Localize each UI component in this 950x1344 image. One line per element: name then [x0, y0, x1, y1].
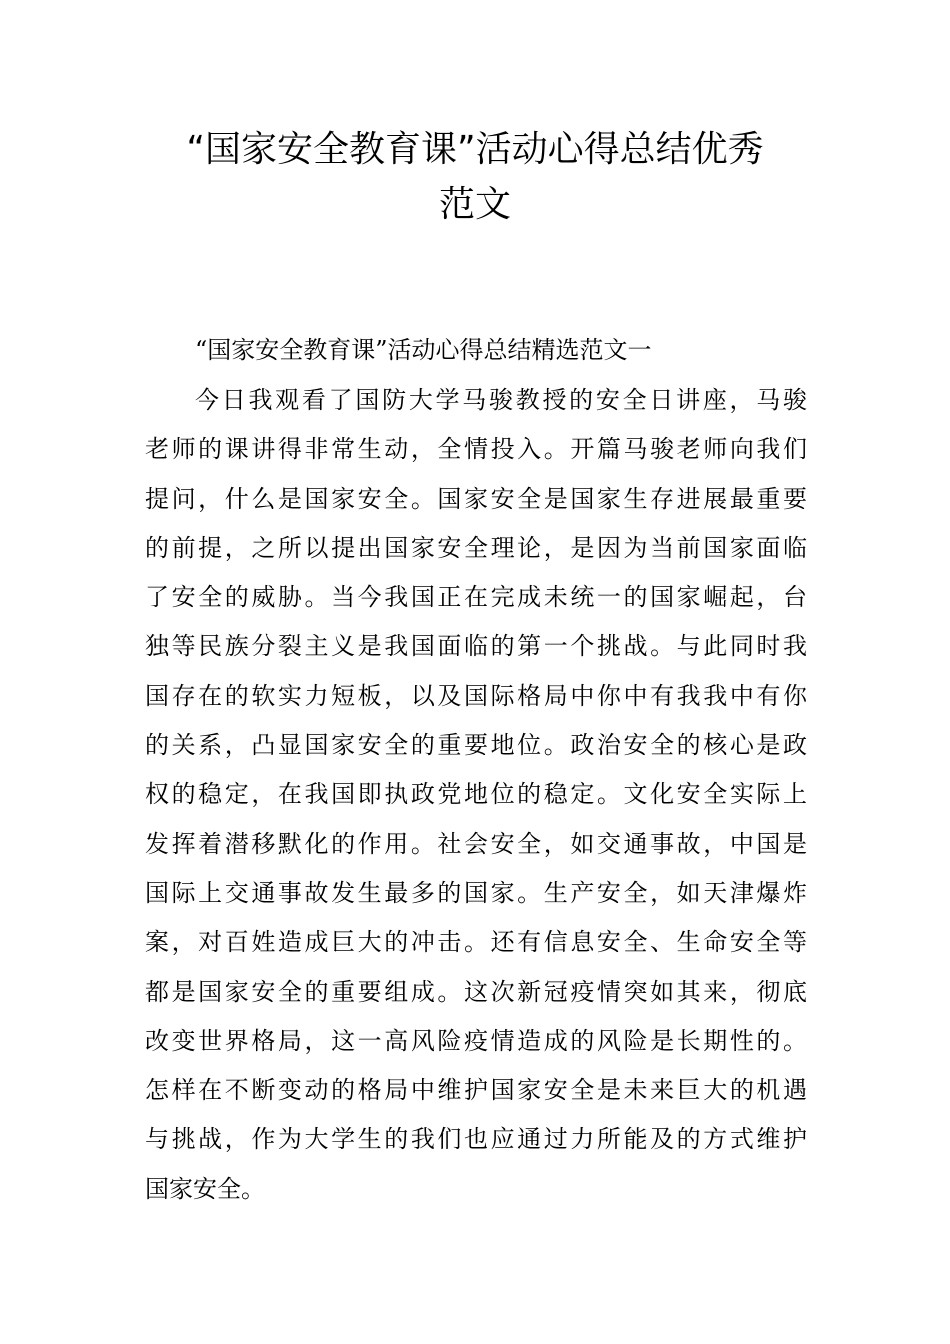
- body-line: 提问，什么是国家安全。国家安全是国家生存进展最重要: [145, 484, 807, 513]
- body-line: 案，对百姓造成巨大的冲击。还有信息安全、生命安全等: [145, 928, 807, 957]
- body-line: 的关系，凸显国家安全的重要地位。政治安全的核心是政: [145, 731, 807, 760]
- body-line: 的前提，之所以提出国家安全理论，是因为当前国家面临: [145, 533, 807, 562]
- body-line: 国存在的软实力短板，以及国际格局中你中有我我中有你: [145, 681, 807, 710]
- body-line: 改变世界格局，这一高风险疫情造成的风险是长期性的。: [145, 1026, 807, 1055]
- body-line: 今日我观看了国防大学马骏教授的安全日讲座，马骏: [195, 386, 807, 414]
- body-paragraph: [145, 376, 807, 1214]
- body-line: 权的稳定，在我国即执政党地位的稳定。文化安全实际上: [145, 780, 807, 809]
- body-line: 怎样在不断变动的格局中维护国家安全是未来巨大的机遇: [145, 1076, 807, 1105]
- body-line: 发挥着潜移默化的作用。社会安全，如交通事故，中国是: [145, 829, 807, 858]
- title-line-2: 范文: [438, 184, 511, 225]
- body-line: 国家安全。: [145, 1174, 265, 1203]
- section-subtitle: “国家安全教育课”活动心得总结精选范文一: [195, 336, 652, 364]
- body-line: 了安全的威胁。当今我国正在完成未统一的国家崛起，台: [145, 583, 807, 612]
- document-title: [150, 122, 800, 232]
- title-line-1: “国家安全教育课”活动心得总结优秀: [186, 129, 764, 170]
- body-line: 独等民族分裂主义是我国面临的第一个挑战。与此同时我: [145, 632, 807, 661]
- body-line: 都是国家安全的重要组成。这次新冠疫情突如其来，彻底: [145, 977, 807, 1006]
- body-line: 老师的课讲得非常生动，全情投入。开篇马骏老师向我们: [145, 435, 807, 464]
- body-line: 国际上交通事故发生最多的国家。生产安全，如天津爆炸: [145, 878, 807, 907]
- body-line: 与挑战，作为大学生的我们也应通过力所能及的方式维护: [145, 1125, 807, 1154]
